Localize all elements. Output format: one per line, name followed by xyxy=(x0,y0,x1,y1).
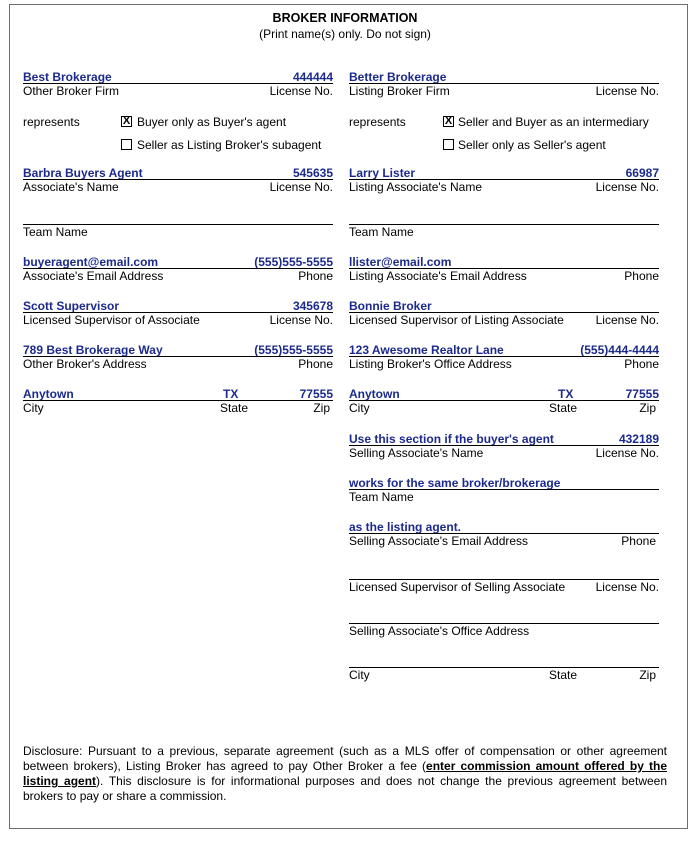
left-address-phone: (555)555-5555 xyxy=(254,343,333,357)
right-city-label: City xyxy=(349,401,370,415)
left-address-label: Other Broker's Address xyxy=(23,357,147,371)
selling-associate-license-label: License No. xyxy=(595,446,659,460)
left-subagent-label: Seller as Listing Broker's subagent xyxy=(137,138,322,152)
disclosure-text-2: ). This disclosure is for informational purposes and does not change the previous agreement between brokers to pay or share a commission. xyxy=(23,774,668,803)
selling-email-phone-label: Phone xyxy=(621,534,656,548)
selling-city-label: City xyxy=(349,668,370,682)
left-state-label: State xyxy=(220,401,249,415)
left-supervisor-value: Scott Supervisor xyxy=(23,299,120,313)
disclosure-paragraph xyxy=(23,744,667,804)
left-subagent-checkbox[interactable] xyxy=(121,139,132,150)
right-associate-value: Larry Lister xyxy=(349,166,416,180)
left-supervisor-label: Licensed Supervisor of Associate xyxy=(23,313,200,327)
left-email-value: buyeragent@email.com xyxy=(23,255,159,269)
selling-state-label: State xyxy=(549,668,578,682)
left-associate-value: Barbra Buyers Agent xyxy=(23,166,143,180)
left-buyer-agent-label: Buyer only as Buyer's agent xyxy=(137,115,287,129)
selling-associate-value: Use this section if the buyer's agent xyxy=(349,432,554,446)
left-associate-license: 545635 xyxy=(292,166,333,180)
left-buyer-agent-checkbox[interactable]: X xyxy=(122,115,131,127)
right-intermediary-checkbox[interactable]: X xyxy=(444,115,453,127)
left-address-phone-label: Phone xyxy=(298,357,333,371)
right-associate-license: 66987 xyxy=(625,166,659,180)
right-represents-label: represents xyxy=(349,115,406,129)
right-seller-agent-checkbox[interactable] xyxy=(443,139,454,150)
left-firm-value: Best Brokerage xyxy=(23,70,112,84)
left-zip-label: Zip xyxy=(313,401,330,415)
left-email-phone: (555)555-5555 xyxy=(254,255,333,269)
right-address-value: 123 Awesome Realtor Lane xyxy=(349,343,504,357)
right-supervisor-license-label: License No. xyxy=(595,313,659,327)
left-email-phone-label: Phone xyxy=(298,269,333,283)
left-firm-license: 444444 xyxy=(292,70,333,84)
selling-team-label: Team Name xyxy=(349,490,414,504)
selling-associate-label: Selling Associate's Name xyxy=(349,446,484,460)
selling-zip-label: Zip xyxy=(639,668,656,682)
right-city-value: Anytown xyxy=(349,387,400,401)
left-address-value: 789 Best Brokerage Way xyxy=(23,343,163,357)
left-associate-label: Associate's Name xyxy=(23,180,119,194)
right-email-label: Listing Associate's Email Address xyxy=(349,269,527,283)
selling-email-value: as the listing agent. xyxy=(349,520,462,534)
right-team-label: Team Name xyxy=(349,225,414,239)
right-address-label: Listing Broker's Office Address xyxy=(349,357,512,371)
form-title: BROKER INFORMATION xyxy=(272,11,418,25)
right-associate-label: Listing Associate's Name xyxy=(349,180,483,194)
left-associate-license-label: License No. xyxy=(269,180,333,194)
right-state-label: State xyxy=(549,401,578,415)
right-firm-value: Better Brokerage xyxy=(349,70,447,84)
left-team-label: Team Name xyxy=(23,225,88,239)
left-city-value: Anytown xyxy=(23,387,74,401)
right-supervisor-label: Licensed Supervisor of Listing Associate xyxy=(349,313,564,327)
right-firm-license-label: License No. xyxy=(595,84,659,98)
left-city-label: City xyxy=(23,401,44,415)
form-subtitle: (Print name(s) only. Do not sign) xyxy=(259,27,431,41)
right-seller-agent-label: Seller only as Seller's agent xyxy=(458,138,606,152)
selling-address-label: Selling Associate's Office Address xyxy=(349,624,530,638)
right-firm-label: Listing Broker Firm xyxy=(349,84,450,98)
selling-supervisor-label: Licensed Supervisor of Selling Associate xyxy=(349,580,566,594)
selling-team-value: works for the same broker/brokerage xyxy=(349,476,561,490)
right-email-phone-label: Phone xyxy=(624,269,659,283)
selling-supervisor-license-label: License No. xyxy=(595,580,659,594)
left-zip-value: 77555 xyxy=(299,387,333,401)
right-state-value: TX xyxy=(558,387,574,401)
left-state-value: TX xyxy=(223,387,239,401)
right-address-phone: (555)444-4444 xyxy=(580,343,659,357)
right-zip-label: Zip xyxy=(639,401,656,415)
right-supervisor-value: Bonnie Broker xyxy=(349,299,432,313)
left-firm-label: Other Broker Firm xyxy=(23,84,120,98)
disclosure-text-1: Disclosure: Pursuant to a previous, separate agreement (such as a MLS offer of compensation or other agreement between brokers), Listing Broker has agreed to pay Other Broker a fee ( xyxy=(23,744,667,773)
right-zip-value: 77555 xyxy=(625,387,659,401)
right-email-value: llister@email.com xyxy=(349,255,452,269)
commission-fill-in[interactable]: enter commission amount offered by the listing agent xyxy=(23,759,668,788)
right-associate-license-label: License No. xyxy=(595,180,659,194)
left-email-label: Associate's Email Address xyxy=(23,269,164,283)
left-supervisor-license-label: License No. xyxy=(269,313,333,327)
left-firm-license-label: License No. xyxy=(269,84,333,98)
right-intermediary-label: Seller and Buyer as an intermediary xyxy=(458,115,649,129)
selling-associate-license: 432189 xyxy=(618,432,659,446)
left-supervisor-license: 345678 xyxy=(292,299,333,313)
right-address-phone-label: Phone xyxy=(624,357,659,371)
left-represents-label: represents xyxy=(23,115,80,129)
selling-email-label: Selling Associate's Email Address xyxy=(349,534,529,548)
